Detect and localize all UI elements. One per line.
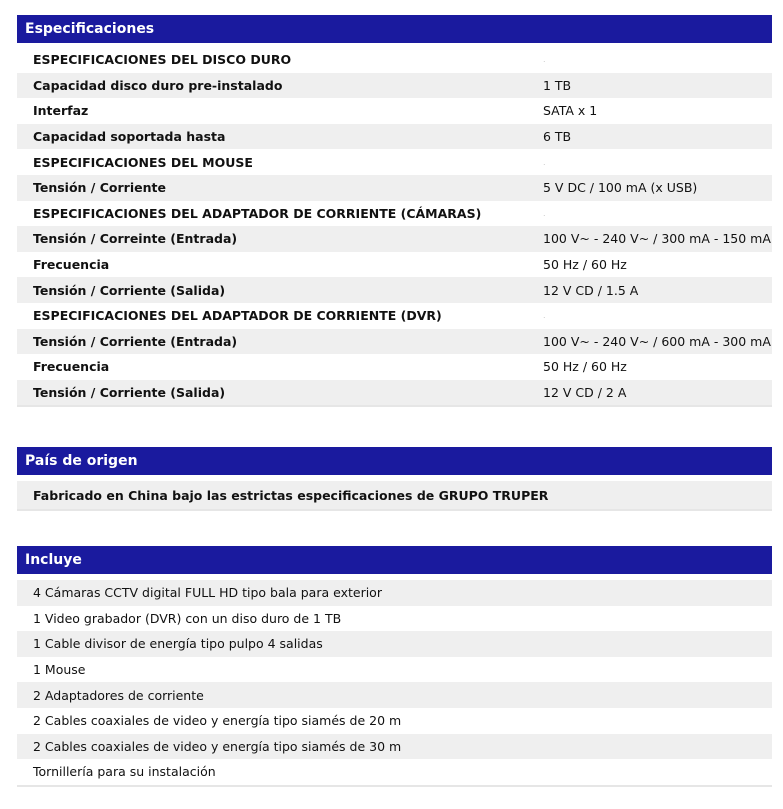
includes-divider bbox=[17, 785, 772, 787]
include-item bbox=[17, 580, 772, 606]
spec-value: 12 V CD / 1.5 A bbox=[543, 282, 639, 298]
spec-label: Tensión / Correinte (Entrada) bbox=[33, 231, 238, 247]
include-item-text: 4 Cámaras CCTV digital FULL HD tipo bala para exterior bbox=[33, 585, 382, 601]
include-item-text: 1 Mouse bbox=[33, 662, 86, 678]
spec-label: Tensión / Corriente (Salida) bbox=[33, 282, 226, 298]
spec-placeholder-dot: . bbox=[543, 311, 546, 321]
spec-row bbox=[17, 329, 772, 355]
spec-section-heading bbox=[17, 149, 772, 175]
spec-label: ESPECIFICACIONES DEL ADAPTADOR DE CORRIENTE (CÁMARAS) bbox=[33, 205, 482, 221]
origin-header: País de origen bbox=[17, 447, 772, 475]
specs-header: Especificaciones bbox=[17, 15, 772, 43]
spec-placeholder-dot: . bbox=[543, 157, 546, 167]
spec-value: 100 V~ - 240 V~ / 300 mA - 150 mA bbox=[543, 231, 771, 247]
origin-text: Fabricado en China bajo las estrictas especificaciones de GRUPO TRUPER bbox=[17, 481, 772, 509]
origin-divider bbox=[17, 509, 772, 511]
spec-value: 50 Hz / 60 Hz bbox=[543, 257, 627, 273]
spec-label: Tensión / Corriente (Entrada) bbox=[33, 333, 238, 349]
spec-placeholder-dot: . bbox=[543, 208, 546, 218]
spec-placeholder-dot: . bbox=[543, 55, 546, 65]
spec-value: 100 V~ - 240 V~ / 600 mA - 300 mA bbox=[543, 333, 771, 349]
include-item bbox=[17, 708, 772, 734]
spec-value: SATA x 1 bbox=[543, 103, 598, 119]
spec-value: 50 Hz / 60 Hz bbox=[543, 359, 627, 375]
spec-row bbox=[17, 277, 772, 303]
include-item bbox=[17, 606, 772, 632]
includes-header: Incluye bbox=[17, 546, 772, 574]
spec-row bbox=[17, 354, 772, 380]
spec-row bbox=[17, 98, 772, 124]
spec-label: Frecuencia bbox=[33, 359, 110, 375]
includes-section bbox=[17, 546, 772, 787]
include-item bbox=[17, 759, 772, 785]
spec-label: Capacidad soportada hasta bbox=[33, 129, 226, 145]
spec-label: Capacidad disco duro pre-instalado bbox=[33, 77, 283, 93]
include-item-text: Tornillería para su instalación bbox=[33, 764, 216, 780]
spec-section-heading bbox=[17, 303, 772, 329]
include-item-text: 2 Adaptadores de corriente bbox=[33, 687, 204, 703]
specs-divider bbox=[17, 405, 772, 407]
include-item-text: 2 Cables coaxiales de video y energía tipo siamés de 20 m bbox=[33, 713, 402, 729]
spec-label: ESPECIFICACIONES DEL MOUSE bbox=[33, 154, 253, 170]
specs-section bbox=[17, 15, 772, 407]
include-item bbox=[17, 657, 772, 683]
spec-row bbox=[17, 124, 772, 150]
spec-label: Tensión / Corriente (Salida) bbox=[33, 385, 226, 401]
include-item-text: 2 Cables coaxiales de video y energía tipo siamés de 30 m bbox=[33, 738, 402, 754]
include-item bbox=[17, 682, 772, 708]
spec-label: ESPECIFICACIONES DEL ADAPTADOR DE CORRIENTE (DVR) bbox=[33, 308, 442, 324]
spec-label: ESPECIFICACIONES DEL DISCO DURO bbox=[33, 52, 292, 68]
spec-row bbox=[17, 175, 772, 201]
specs-table bbox=[17, 47, 772, 405]
includes-list bbox=[17, 580, 772, 785]
origin-section bbox=[17, 447, 772, 511]
spec-label: Frecuencia bbox=[33, 257, 110, 273]
include-item-text: 1 Video grabador (DVR) con un diso duro de 1 TB bbox=[33, 610, 342, 626]
spec-label: Interfaz bbox=[33, 103, 89, 119]
spec-row bbox=[17, 226, 772, 252]
spec-value: 5 V DC / 100 mA (x USB) bbox=[543, 180, 698, 196]
include-item-text: 1 Cable divisor de energía tipo pulpo 4 salidas bbox=[33, 636, 323, 652]
spec-row bbox=[17, 252, 772, 278]
include-item bbox=[17, 734, 772, 760]
spec-value: 12 V CD / 2 A bbox=[543, 385, 627, 401]
spec-row bbox=[17, 380, 772, 406]
spec-value: 1 TB bbox=[543, 77, 572, 93]
spec-value: 6 TB bbox=[543, 129, 572, 145]
spec-section-heading bbox=[17, 47, 772, 73]
spec-row bbox=[17, 73, 772, 99]
spec-section-heading bbox=[17, 201, 772, 227]
include-item bbox=[17, 631, 772, 657]
spec-label: Tensión / Corriente bbox=[33, 180, 166, 196]
